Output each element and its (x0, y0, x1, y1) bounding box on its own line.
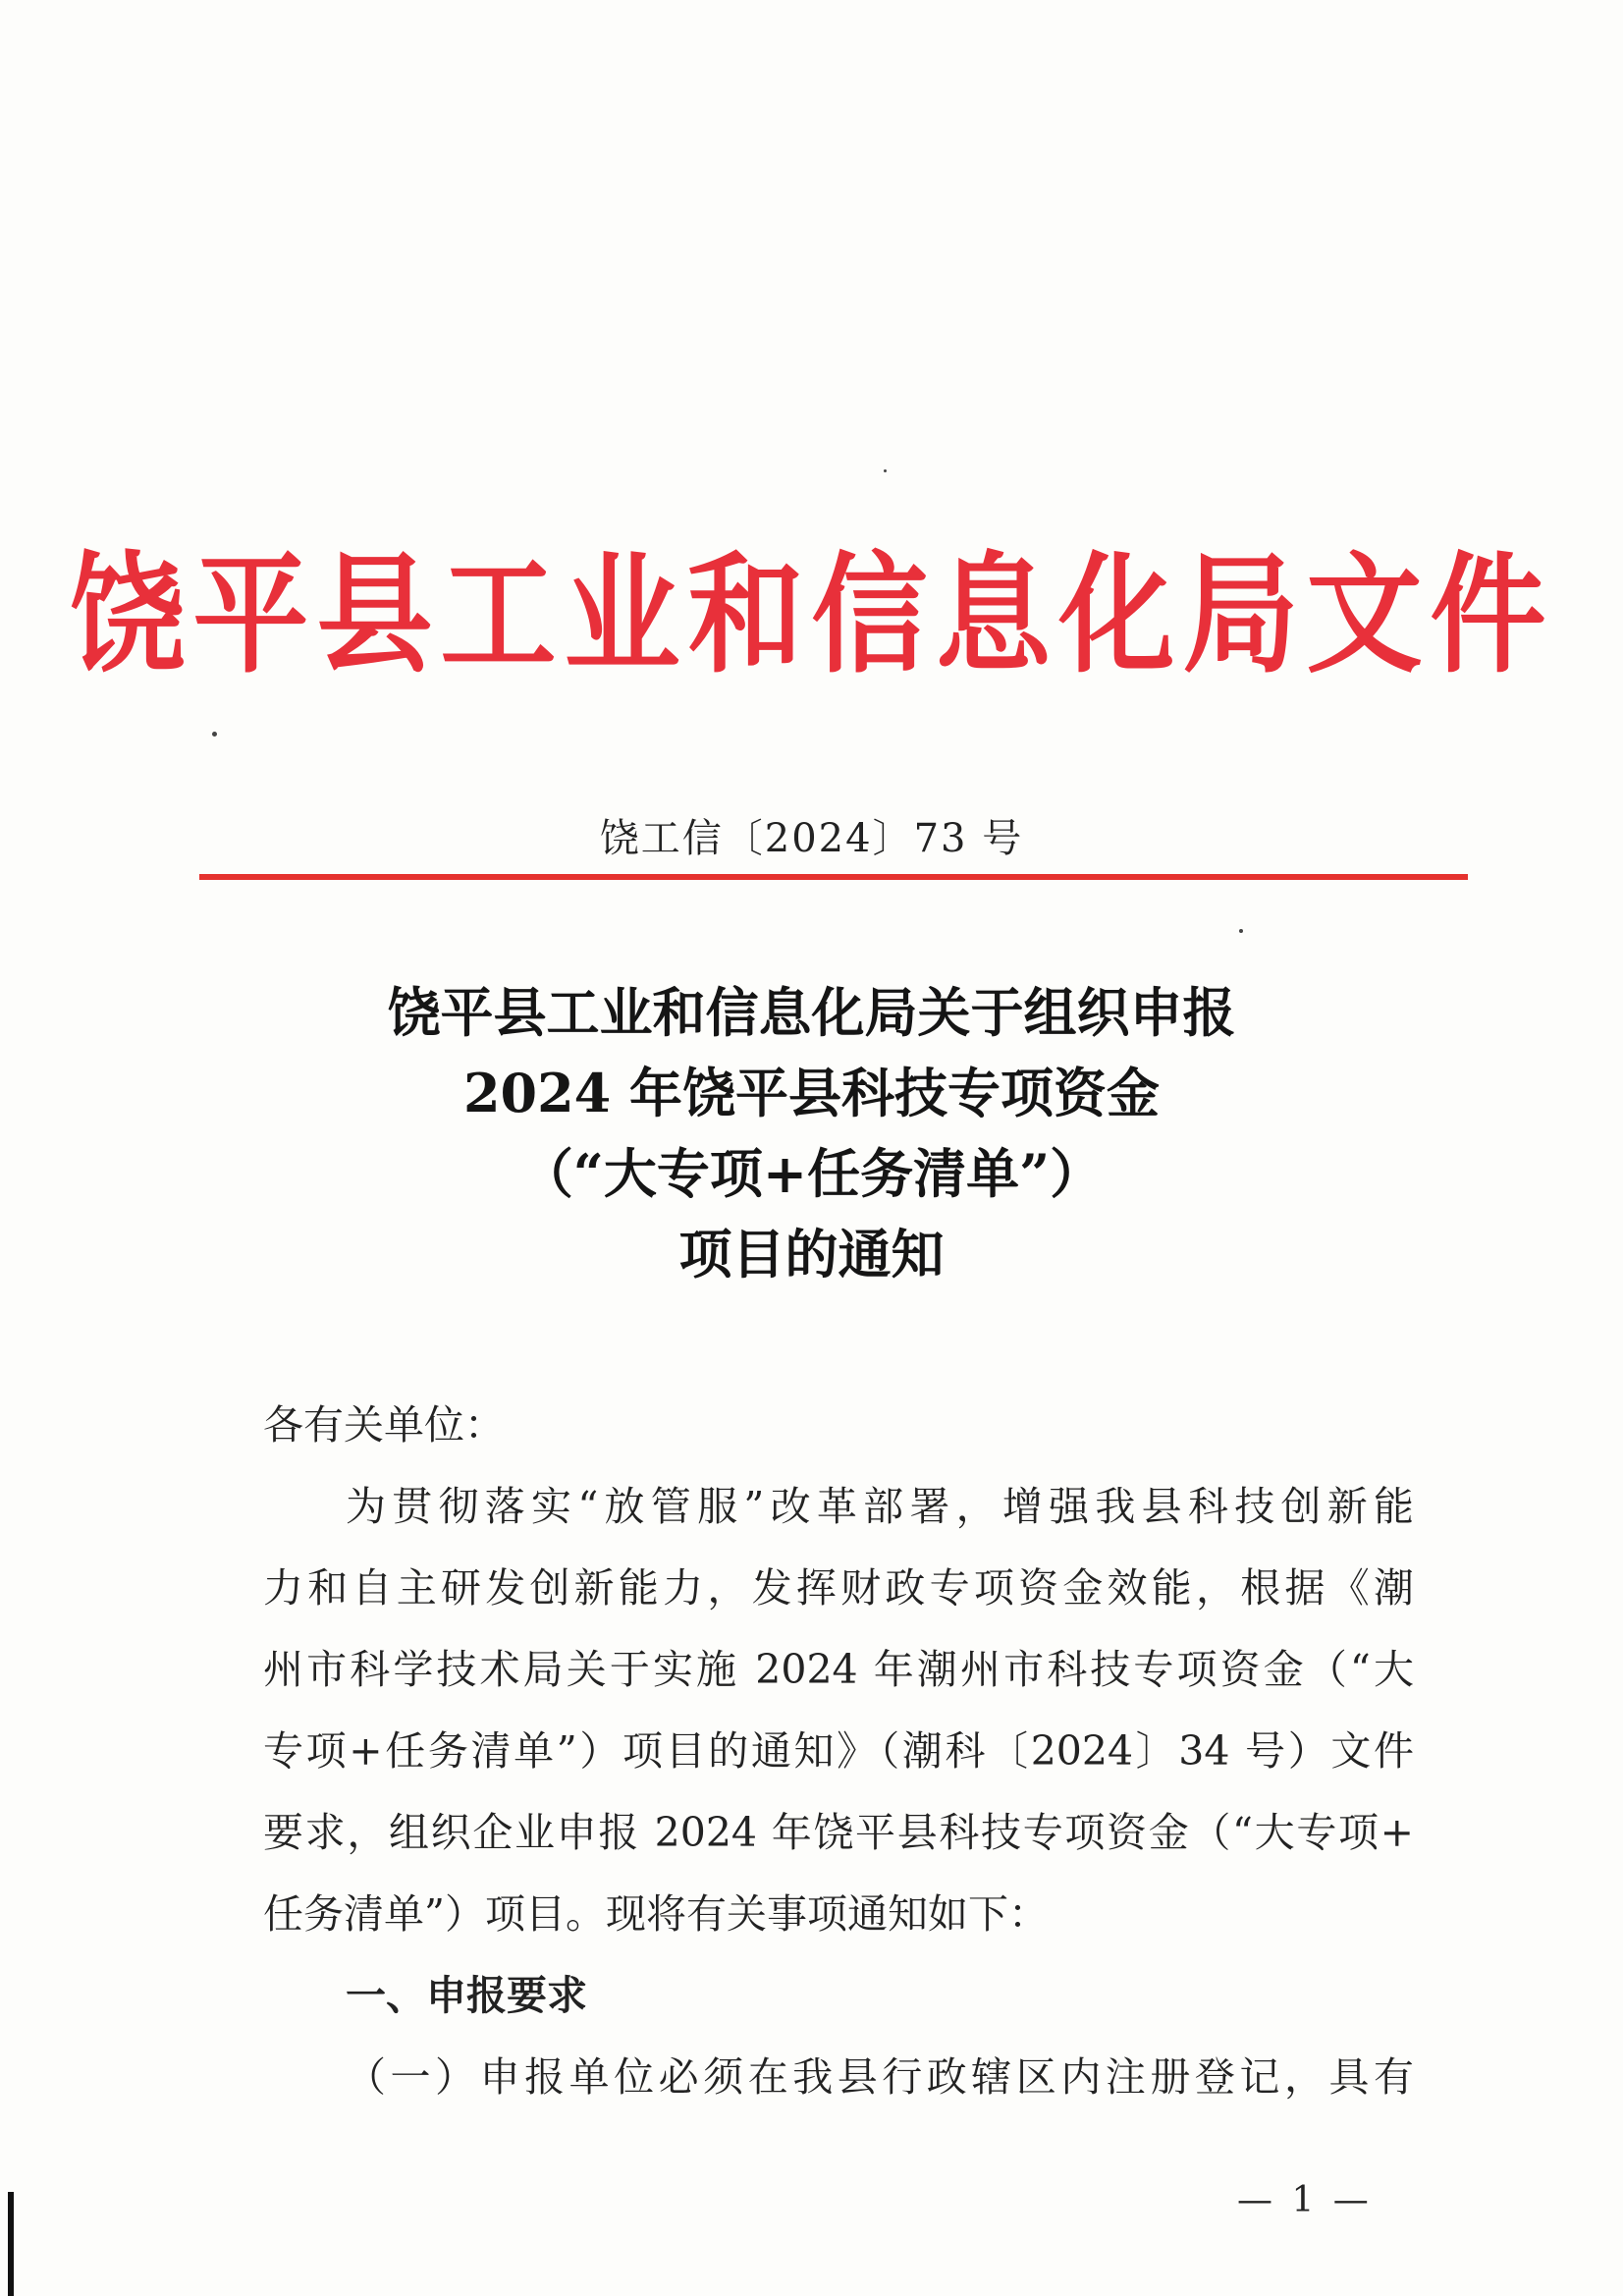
salutation: 各有关单位： (263, 1401, 505, 1449)
masthead-title: 饶平县工业和信息化局文件 (69, 538, 1554, 691)
page-number: — 1 — (1237, 2180, 1373, 2220)
red-divider-rule (199, 874, 1468, 880)
title-line: 项目的通知 (678, 1223, 945, 1285)
paragraph-line: 专项+任务清单”）项目的通知》（潮科〔2024〕34 号）文件 (263, 1727, 1414, 1775)
title-line: （“大专项+任务清单”） (519, 1142, 1104, 1205)
title-line: 饶平县工业和信息化局关于组织申报 (387, 981, 1236, 1044)
notice-title (0, 972, 1623, 1294)
section-heading: 一、申报要求 (346, 1972, 587, 2019)
paragraph-line: 任务清单”）项目。现将有关事项通知如下： (263, 1890, 1049, 1938)
scan-edge-mark (8, 2192, 14, 2296)
paragraph-line: 力和自主研发创新能力，发挥财政专项资金效能，根据《潮 (263, 1564, 1414, 1612)
scan-speck (884, 469, 887, 472)
paragraph-line: 为贯彻落实“放管服”改革部署，增强我县科技创新能 (346, 1483, 1414, 1530)
document-number: 饶工信〔2024〕73 号 (599, 816, 1024, 861)
scan-speck (212, 732, 217, 737)
paragraph-line: 要求，组织企业申报 2024 年饶平县科技专项资金（“大专项+ (263, 1809, 1414, 1856)
requirement-line: （一）申报单位必须在我县行政辖区内注册登记，具有 (346, 2053, 1414, 2101)
notice-body (263, 1385, 1414, 2118)
title-line: 2024 年饶平县科技专项资金 (462, 1062, 1161, 1124)
paragraph-line: 州市科学技术局关于实施 2024 年潮州市科技专项资金（“大 (263, 1646, 1414, 1693)
scan-speck (1239, 929, 1243, 933)
